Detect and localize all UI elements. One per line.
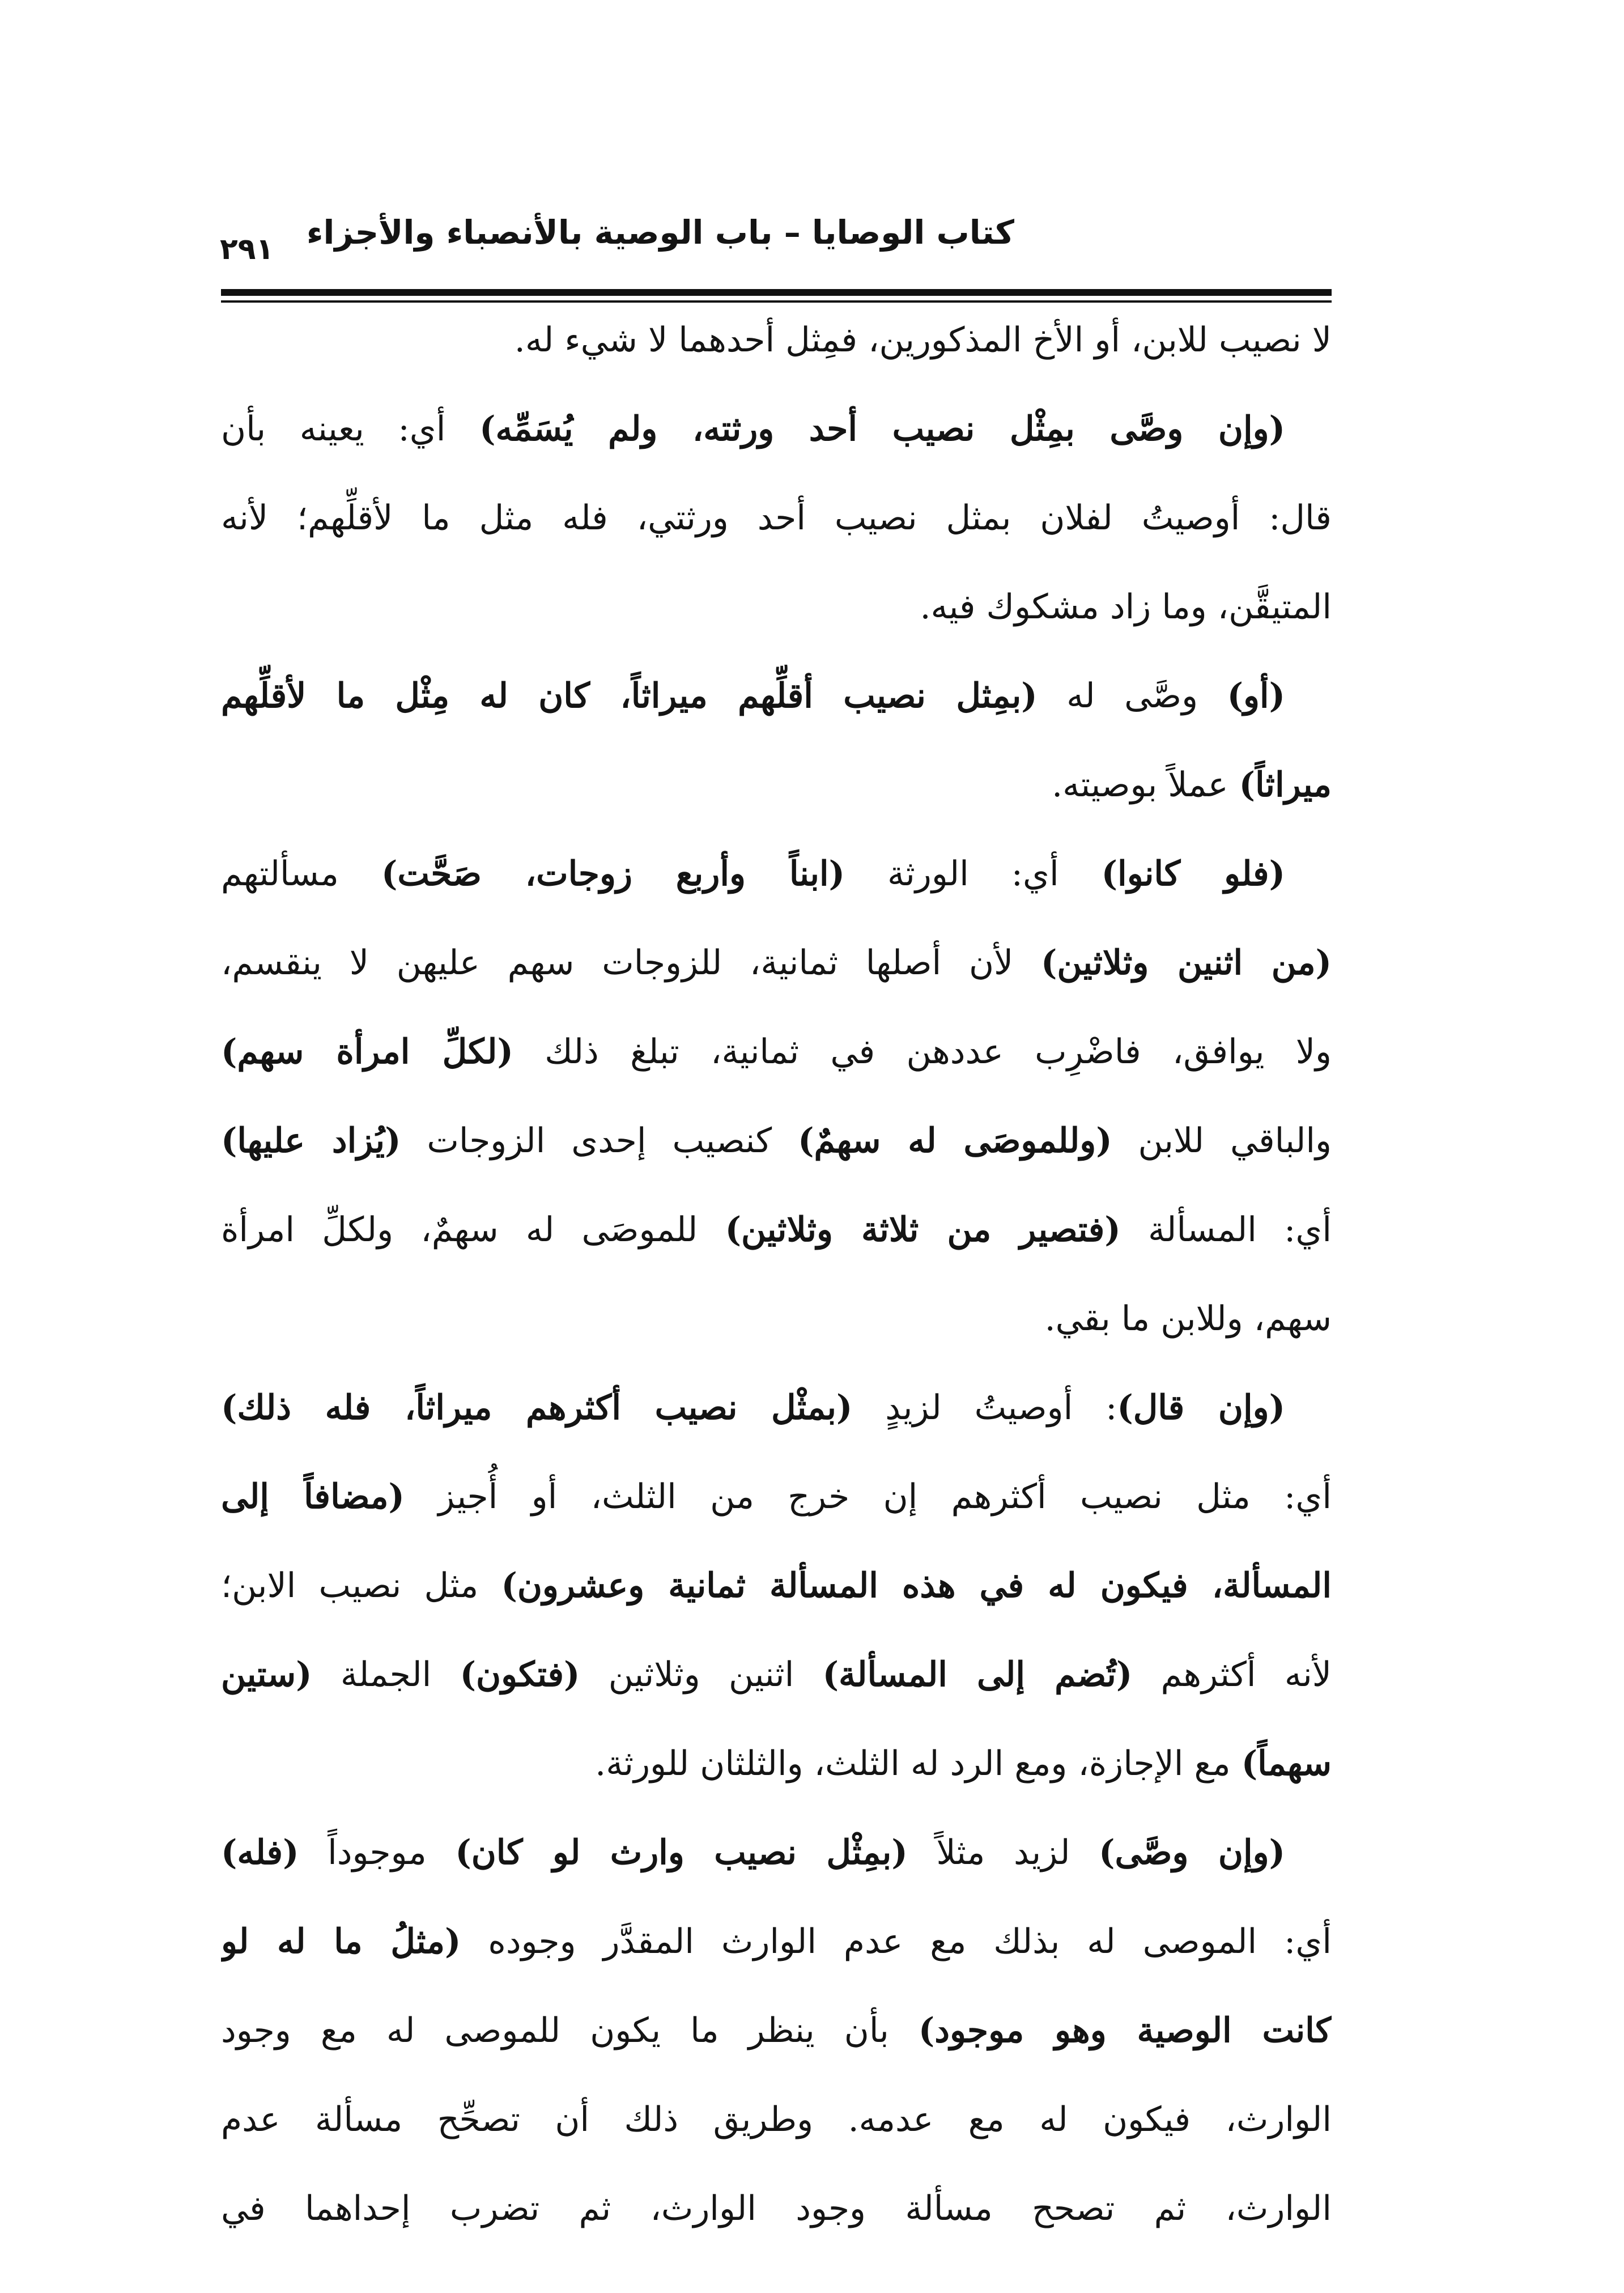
text-line bbox=[221, 1897, 1332, 1986]
sharh-text: بأن ينظر ما يكون للموصى له مع وجود bbox=[221, 2011, 919, 2050]
sharh-text: أي: يعينه بأن bbox=[221, 409, 480, 449]
matn-text: (وإن وصَّى) bbox=[1099, 1833, 1285, 1872]
matn-text: (بمِثل نصيب أقلِّهم ميراثاً، كان له مِثْل ما لأقلِّهم bbox=[221, 676, 1038, 716]
text-line bbox=[221, 385, 1332, 474]
sharh-text: أي: الورثة bbox=[844, 854, 1102, 894]
sharh-text: : أوصيتُ لزيدٍ bbox=[852, 1388, 1117, 1428]
body-text bbox=[221, 296, 1332, 2253]
sharh-text: لأن أصلها ثمانية، للزوجات سهم عليهن لا ينقسم، bbox=[221, 943, 1041, 983]
sharh-text: اثنين وثلاثين bbox=[580, 1655, 823, 1695]
matn-text: (من اثنين وثلاثين) bbox=[1041, 943, 1332, 983]
sharh-text: مسألتهم bbox=[221, 854, 381, 894]
text-line bbox=[221, 296, 1332, 385]
matn-text: (تُضم إلى المسألة) bbox=[822, 1655, 1133, 1695]
sharh-text: لزيد مثلاً bbox=[907, 1833, 1099, 1872]
matn-text: (وإن قال) bbox=[1117, 1388, 1286, 1428]
sharh-text: المتيقَّن، وما زاد مشكوك فيه. bbox=[920, 587, 1332, 627]
matn-text: المسألة، فيكون له في هذه المسألة ثمانية وعشرون) bbox=[501, 1566, 1332, 1606]
sharh-text: أي: المسألة bbox=[1120, 1210, 1332, 1250]
sharh-text: ولا يوافق، فاضْرِب عددهن في ثمانية، تبلغ ذلك bbox=[513, 1032, 1332, 1072]
text-line bbox=[221, 2164, 1332, 2253]
matn-text: (لكلِّ امرأة سهم) bbox=[221, 1032, 513, 1072]
text-line bbox=[221, 1453, 1332, 1542]
text-line bbox=[221, 2075, 1332, 2164]
sharh-text: قال: أوصيتُ لفلان بمثل نصيب أحد ورثتي، فله مثل ما لأقلِّهم؛ لأنه bbox=[221, 498, 1332, 538]
sharh-text: لا نصيب للابن، أو الأخ المذكورين، فمِثل أحدهما لا شيء له. bbox=[514, 320, 1332, 360]
sharh-text: الوارث، فيكون له مع عدمه. وطريق ذلك أن تصحِّح مسألة عدم bbox=[221, 2100, 1332, 2139]
running-title: كتاب الوصايا – باب الوصية بالأنصباء والأجزاء bbox=[306, 213, 1014, 252]
sharh-text: كنصيب إحدى الزوجات bbox=[401, 1121, 798, 1161]
sharh-text: موجوداً bbox=[299, 1833, 456, 1872]
sharh-text: أي: مثل نصيب أكثرهم إن خرج من الثلث، أو أُجيز bbox=[404, 1477, 1332, 1517]
page-header bbox=[221, 204, 1332, 289]
text-line bbox=[221, 1097, 1332, 1186]
header-rule-thick bbox=[221, 289, 1332, 296]
text-line bbox=[221, 1542, 1332, 1630]
matn-text: (مضافاً إلى bbox=[221, 1477, 405, 1517]
text-line bbox=[221, 1008, 1332, 1097]
sharh-text: مع الإجازة، ومع الرد له الثلث، والثلثان للورثة. bbox=[595, 1744, 1242, 1784]
text-line bbox=[221, 1364, 1332, 1453]
matn-text: سهماً) bbox=[1241, 1744, 1332, 1784]
sharh-text: الوارث، ثم تصحح مسألة وجود الوارث، ثم تضرب إحداهما في bbox=[221, 2189, 1332, 2228]
text-line bbox=[221, 1186, 1332, 1275]
text-line bbox=[221, 652, 1332, 741]
matn-text: (ابناً وأربع زوجات، صَحَّت) bbox=[381, 854, 845, 894]
matn-text: (فله) bbox=[221, 1833, 299, 1872]
text-line bbox=[221, 1630, 1332, 1719]
text-line bbox=[221, 830, 1332, 919]
sharh-text: الجملة bbox=[312, 1655, 460, 1695]
matn-text: (فتكون) bbox=[460, 1655, 580, 1695]
matn-text: (فتصير من ثلاثة وثلاثين) bbox=[725, 1210, 1121, 1250]
matn-text: (ستين bbox=[221, 1655, 312, 1695]
matn-text: (أو) bbox=[1227, 676, 1285, 716]
text-line bbox=[221, 741, 1332, 830]
sharh-text: مثل نصيب الابن؛ bbox=[221, 1566, 501, 1606]
sharh-text: عملاً بوصيته. bbox=[1052, 765, 1239, 805]
matn-text: (بمثْل نصيب أكثرهم ميراثاً، فله ذلك) bbox=[221, 1388, 853, 1428]
matn-text: (بمِثْل نصيب وارث لو كان) bbox=[455, 1833, 908, 1872]
matn-text: (فلو كانوا) bbox=[1101, 854, 1285, 894]
text-line bbox=[221, 474, 1332, 563]
sharh-text: والباقي للابن bbox=[1112, 1121, 1332, 1161]
matn-text: ميراثاً) bbox=[1239, 765, 1332, 805]
text-line bbox=[221, 1719, 1332, 1808]
text-line bbox=[221, 563, 1332, 652]
text-line bbox=[221, 1808, 1332, 1897]
text-line bbox=[221, 1275, 1332, 1364]
sharh-text: للموصَى له سهمٌ، ولكلِّ امرأة bbox=[221, 1210, 725, 1250]
text-line bbox=[221, 919, 1332, 1008]
sharh-text: أي: الموصى له بذلك مع عدم الوارث المقدَّر وجوده bbox=[461, 1922, 1332, 1961]
matn-text: (وإن وصَّى بمِثْل نصيب أحد ورثته، ولم يُسَمِّه) bbox=[479, 409, 1285, 449]
sharh-text: سهم، وللابن ما بقي. bbox=[1044, 1299, 1332, 1339]
text-line bbox=[221, 1986, 1332, 2075]
page-number: ٢٩١ bbox=[220, 232, 274, 266]
matn-text: (وللموصَى له سهمٌ) bbox=[798, 1121, 1112, 1161]
matn-text: (مثلُ ما له لو bbox=[221, 1922, 461, 1961]
matn-text: (يُزاد عليها) bbox=[221, 1121, 401, 1161]
book-page bbox=[220, 170, 1332, 2228]
matn-text: كانت الوصية وهو موجود) bbox=[918, 2011, 1332, 2050]
sharh-text: لأنه أكثرهم bbox=[1132, 1655, 1332, 1695]
sharh-text: وصَّى له bbox=[1037, 676, 1227, 716]
